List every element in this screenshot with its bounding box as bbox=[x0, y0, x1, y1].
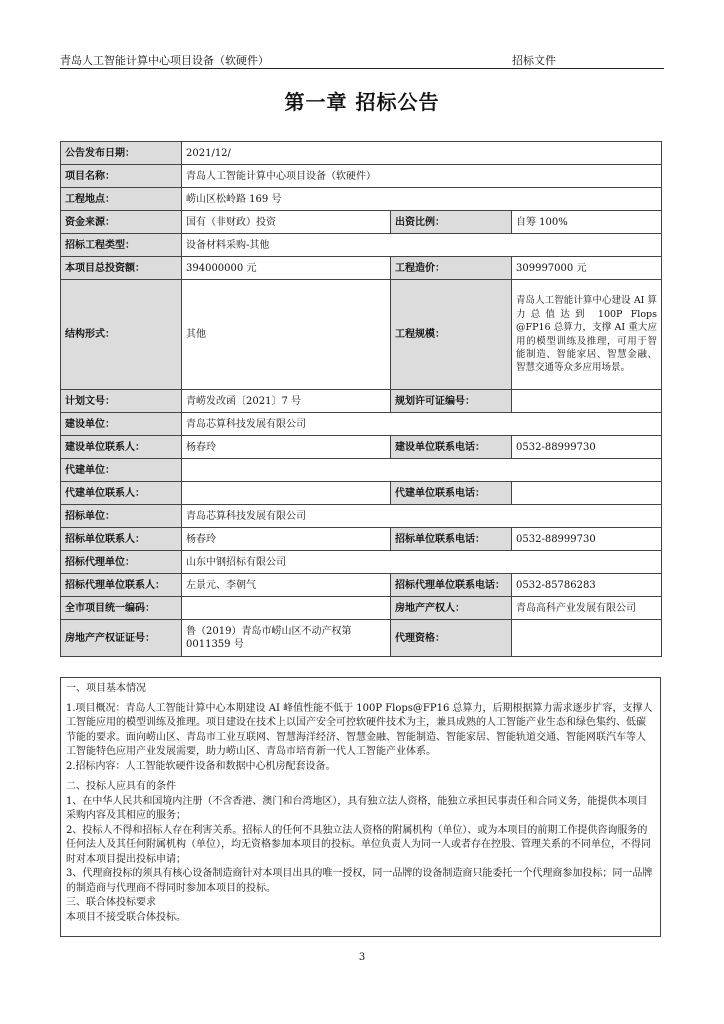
paragraph: 本项目不接受联合体投标。 bbox=[66, 911, 186, 923]
funding-label: 资金来源： bbox=[61, 211, 182, 234]
tenderer-contact-value: 杨春玲 bbox=[182, 528, 391, 551]
agency-qualification-value bbox=[512, 620, 662, 657]
table-row bbox=[61, 165, 662, 188]
page-number: 3 bbox=[358, 952, 366, 963]
investment-value: 394000000 元 bbox=[182, 257, 391, 280]
tender-agent-label: 招标代理单位： bbox=[61, 551, 182, 574]
agent-builder-contact-value bbox=[182, 482, 391, 505]
paragraph: 2.招标内容：人工智能软硬件设备和数据中心机房配套设备。 bbox=[66, 760, 336, 772]
tenderer-phone-label: 招标单位联系电话： bbox=[391, 528, 512, 551]
cost-value: 309997000 元 bbox=[512, 257, 662, 280]
agent-builder-label: 代建单位： bbox=[61, 459, 182, 482]
scale-value: 青岛人工智能计算中心建设 AI 算力总值达到 100P Flops @FP16 总算力，支撑 AI 重大应用的模型训练及推理，可用于智能制造、智能家居、智慧金融、智慧交通等众多应用场景。 bbox=[512, 280, 662, 390]
agent-builder-phone-label: 代建单位联系电话： bbox=[391, 482, 512, 505]
chapter-title: 第一章 招标公告 bbox=[284, 90, 440, 114]
agent-builder-value bbox=[182, 459, 662, 482]
property-owner-value: 青岛高科产业发展有限公司 bbox=[512, 597, 662, 620]
funding-ratio-value: 自筹 100% bbox=[512, 211, 662, 234]
property-owner-label: 房地产产权人： bbox=[391, 597, 512, 620]
permit-value bbox=[512, 390, 662, 413]
table-row bbox=[61, 528, 662, 551]
table-row bbox=[61, 234, 662, 257]
scale-label: 工程规模： bbox=[391, 280, 512, 390]
bid-type-label: 招标工程类型： bbox=[61, 234, 182, 257]
tender-agent-phone-value: 0532-85786283 bbox=[512, 574, 662, 597]
plan-doc-label: 计划文号： bbox=[61, 390, 182, 413]
permit-label: 规划许可证编号： bbox=[391, 390, 512, 413]
section-heading: 二、投标人应具有的条件 bbox=[66, 781, 176, 792]
table-row bbox=[61, 211, 662, 234]
table-row bbox=[61, 482, 662, 505]
table-row bbox=[61, 390, 662, 413]
section-heading: 三、联合体投标要求 bbox=[66, 897, 156, 908]
builder-contact-label: 建设单位联系人： bbox=[61, 436, 182, 459]
table-row bbox=[61, 597, 662, 620]
header-divider bbox=[60, 68, 664, 69]
tender-agent-phone-label: 招标代理单位联系电话： bbox=[391, 574, 512, 597]
property-cert-label: 房地产产权证证号： bbox=[61, 620, 182, 657]
paragraph: 1、在中华人民共和国境内注册（不含香港、澳门和台湾地区），具有独立法人资格，能独立承担民事责任和合同义务，能提供本项目采购内容及其相应的服务； bbox=[66, 795, 648, 821]
plan-doc-value: 青崂发改函〔2021〕7 号 bbox=[182, 390, 391, 413]
location-label: 工程地点： bbox=[61, 188, 182, 211]
location-value: 崂山区松岭路 169 号 bbox=[182, 188, 662, 211]
city-code-value bbox=[182, 597, 391, 620]
investment-label: 本项目总投资额： bbox=[61, 257, 182, 280]
structure-label: 结构形式： bbox=[61, 280, 182, 390]
structure-value: 其他 bbox=[182, 280, 391, 390]
table-row bbox=[61, 574, 662, 597]
tender-agent-contact-label: 招标代理单位联系人： bbox=[61, 574, 182, 597]
paragraph: 3、代理商投标的须具有核心设备制造商针对本项目出具的唯一授权，同一品牌的设备制造商只能委托一个代理商参加投标；同一品牌的制造商与代理商不得同时参加本项目的投标。 bbox=[66, 868, 653, 894]
project-name-label: 项目名称： bbox=[61, 165, 182, 188]
header-doc-type: 招标文件 bbox=[512, 54, 556, 67]
tenderer-label: 招标单位： bbox=[61, 505, 182, 528]
table-row bbox=[61, 436, 662, 459]
tenderer-value: 青岛芯算科技发展有限公司 bbox=[182, 505, 662, 528]
tenderer-contact-label: 招标单位联系人： bbox=[61, 528, 182, 551]
section-heading: 一、项目基本情况 bbox=[66, 683, 146, 694]
city-code-label: 全市项目统一编码： bbox=[61, 597, 182, 620]
table-row bbox=[61, 142, 662, 165]
funding-value: 国有（非财政）投资 bbox=[182, 211, 391, 234]
builder-phone-label: 建设单位联系电话： bbox=[391, 436, 512, 459]
project-name-value: 青岛人工智能计算中心项目设备（软硬件） bbox=[182, 165, 662, 188]
tender-info-table bbox=[60, 141, 662, 657]
paragraph: 1.项目概况：青岛人工智能计算中心本期建设 AI 峰值性能不低于 100P Flops@FP16 总算力，后期根据算力需求逐步扩容，支撑人工智能应用的模型训练及推理。项目建设在技术上以国产安全可控软硬件技术为主，兼具成熟的人工智能产业生态和绿色集约、低碳节能的要求。面向崂山区、青岛市工业互联网、智慧海洋经济、智慧金融、智能制造、智能家居、智能轨道交通、智能网联汽车等人工智能特色应用产业发展需要，助力崂山区、青岛市培育新一代人工智能产业体系。 bbox=[66, 702, 653, 757]
publish-date-label: 公告发布日期： bbox=[61, 142, 182, 165]
agency-qualification-label: 代理资格： bbox=[391, 620, 512, 657]
table-row bbox=[61, 551, 662, 574]
builder-value: 青岛芯算科技发展有限公司 bbox=[182, 413, 662, 436]
table-row bbox=[61, 413, 662, 436]
funding-ratio-label: 出资比例： bbox=[391, 211, 512, 234]
builder-label: 建设单位： bbox=[61, 413, 182, 436]
agent-builder-phone-value bbox=[512, 482, 662, 505]
publish-date-value: 2021/12/ bbox=[182, 142, 662, 165]
tenderer-phone-value: 0532-88999730 bbox=[512, 528, 662, 551]
builder-contact-value: 杨春玲 bbox=[182, 436, 391, 459]
table-row bbox=[61, 505, 662, 528]
table-row bbox=[61, 188, 662, 211]
builder-phone-value: 0532-88999730 bbox=[512, 436, 662, 459]
table-row bbox=[61, 620, 662, 657]
table-row bbox=[61, 257, 662, 280]
tender-agent-value: 山东中钢招标有限公司 bbox=[182, 551, 662, 574]
header-doc-title: 青岛人工智能计算中心项目设备（软硬件） bbox=[60, 54, 269, 67]
table-row bbox=[61, 280, 662, 390]
tender-agent-contact-value: 左景元、李朝气 bbox=[182, 574, 391, 597]
table-row bbox=[61, 459, 662, 482]
project-details-box bbox=[60, 677, 661, 937]
property-cert-value: 鲁（2019）青岛市崂山区不动产权第 0011359 号 bbox=[182, 620, 391, 657]
bid-type-value: 设备材料采购-其他 bbox=[182, 234, 662, 257]
paragraph: 2、投标人不得和招标人存在利害关系。招标人的任何不具独立法人资格的附属机构（单位）、或为本项目的前期工作提供咨询服务的任何法人及其任何附属机构（单位），均无资格参加本项目的投标。单位负责人为同一人或者存在控股、管理关系的不同单位，不得同时对本项目提出投标申请； bbox=[66, 824, 651, 865]
agent-builder-contact-label: 代建单位联系人： bbox=[61, 482, 182, 505]
cost-label: 工程造价： bbox=[391, 257, 512, 280]
